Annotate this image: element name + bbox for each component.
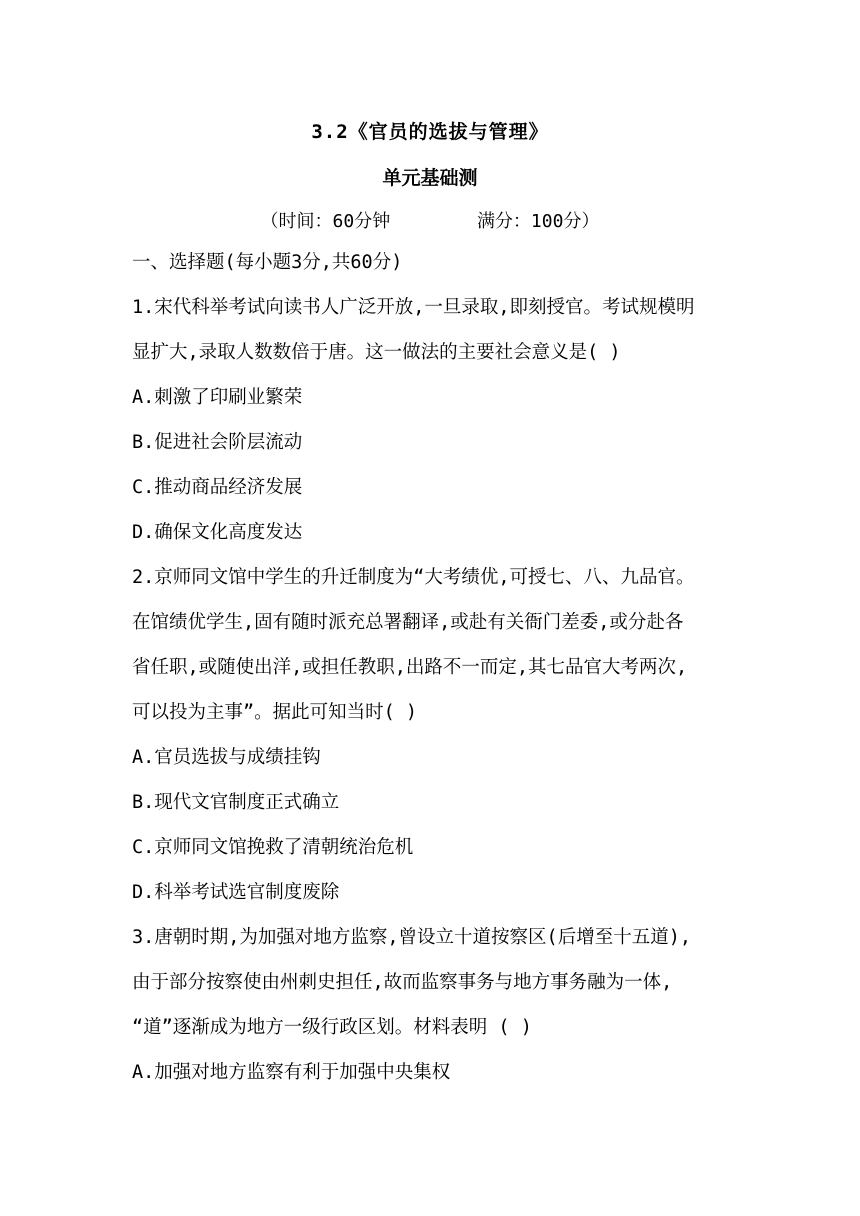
section-heading: 一、选择题(每小题3分,共60分): [132, 252, 403, 273]
exam-time: （时间：60分钟: [260, 211, 391, 232]
question-1-stem-line-2: 显扩大,录取人数数倍于唐。这一做法的主要社会意义是( ): [132, 342, 621, 363]
question-2-stem-line-1: 2.京师同文馆中学生的升迁制度为“大考绩优,可授七、八、九品官。: [132, 567, 695, 588]
question-2-option-a: A.官员选拔与成绩挂钩: [132, 747, 321, 768]
question-1-stem-line-1: 1.宋代科举考试向读书人广泛开放,一旦录取,即刻授官。考试规模明: [132, 297, 695, 318]
question-1-option-c: C.推动商品经济发展: [132, 477, 303, 498]
question-1-option-a: A.刺激了印刷业繁荣: [132, 387, 303, 408]
question-3-stem-line-1: 3.唐朝时期,为加强对地方监察,曾设立十道按察区(后增至十五道),: [132, 927, 691, 948]
document-title: 3.2《官员的选拔与管理》: [311, 121, 549, 143]
exam-full-score: 满分：100分）: [476, 211, 600, 232]
question-2-option-c: C.京师同文馆挽救了清朝统治危机: [132, 837, 414, 858]
exam-meta: [0, 207, 860, 233]
question-3-option-a: A.加强对地方监察有利于加强中央集权: [132, 1062, 451, 1083]
question-1-option-d: D.确保文化高度发达: [132, 522, 303, 543]
question-2-stem-line-4: 可以投为主事”。据此可知当时( ): [132, 702, 418, 723]
question-2-option-d: D.科举考试选官制度废除: [132, 882, 340, 903]
question-2-stem-line-3: 省任职,或随使出洋,或担任教职,出路不一而定,其七品官大考两次,: [132, 657, 688, 678]
question-2-stem-line-2: 在馆绩优学生,固有随时派充总署翻译,或赴有关衙门差委,或分赴各: [132, 612, 684, 633]
question-2-option-b: B.现代文官制度正式确立: [132, 792, 340, 813]
question-1-option-b: B.促进社会阶层流动: [132, 432, 303, 453]
question-3-stem-line-3: “道”逐渐成为地方一级行政区划。材料表明 ( ): [132, 1017, 532, 1038]
question-3-stem-line-2: 由于部分按察使由州刺史担任,故而监察事务与地方事务融为一体,: [132, 972, 673, 993]
document-subtitle: 单元基础测: [382, 167, 478, 189]
